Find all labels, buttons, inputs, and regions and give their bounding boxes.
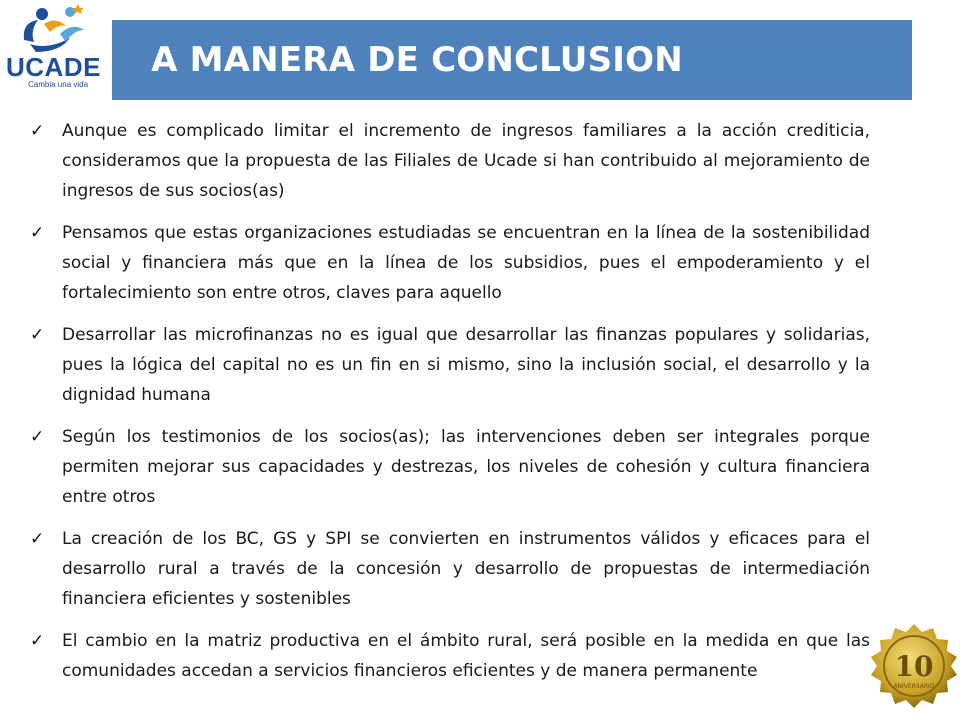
list-item-text: Pensamos que estas organizaciones estudiadas se encuentran en la línea de la sostenibilidad social y financiera más que en la línea de los subsidios, pues el empoderamiento y el fortalecimiento son entre otros, claves para aquello bbox=[62, 223, 870, 303]
title-banner bbox=[112, 20, 912, 100]
anniversary-seal-icon bbox=[866, 622, 960, 718]
list-item bbox=[30, 116, 870, 206]
checkmark-icon: ✓ bbox=[30, 427, 45, 447]
logo-wordmark: UCADE bbox=[6, 52, 101, 82]
list-item-text: El cambio en la matriz productiva en el ámbito rural, será posible en la medida en que las comunidades accedan a servicios financieros eficientes y de manera permanente bbox=[62, 631, 870, 681]
checkmark-icon: ✓ bbox=[30, 631, 45, 651]
checkmark-icon: ✓ bbox=[30, 121, 45, 141]
list-item bbox=[30, 626, 870, 686]
checkmark-icon: ✓ bbox=[30, 529, 45, 549]
checkmark-icon: ✓ bbox=[30, 325, 45, 345]
checkmark-icon: ✓ bbox=[30, 223, 45, 243]
list-item bbox=[30, 422, 870, 512]
ucade-logo bbox=[0, 0, 116, 96]
list-item-text: Aunque es complicado limitar el incremento de ingresos familiares a la acción crediticia, consideramos que la propuesta de las Filiales de Ucade si han contribuido al mejoramiento de ingresos de sus socios(as) bbox=[62, 121, 870, 201]
list-item bbox=[30, 320, 870, 410]
anniversary-seal bbox=[866, 622, 960, 718]
list-item bbox=[30, 218, 870, 308]
list-item-text: Desarrollar las microfinanzas no es igual que desarrollar las finanzas populares y solidarias, pues la lógica del capital no es un fin en si mismo, sino la inclusión social, el desarrollo y la dignidad humana bbox=[62, 325, 870, 405]
ucade-emblem-icon bbox=[0, 0, 116, 60]
list-item bbox=[30, 524, 870, 614]
seal-number: 10 bbox=[894, 650, 934, 683]
seal-label: ANIVERSARIO bbox=[893, 683, 935, 690]
conclusion-list bbox=[30, 116, 870, 698]
logo-tagline: Cambia una vida bbox=[28, 80, 89, 89]
list-item-text: La creación de los BC, GS y SPI se convierten en instrumentos válidos y eficaces para el desarrollo rural a través de la concesión y desarrollo de propuestas de intermediación financiera eficientes y sostenibles bbox=[62, 529, 870, 609]
list-item-text: Según los testimonios de los socios(as); las intervenciones deben ser integrales porque permiten mejorar sus capacidades y destrezas, los niveles de cohesión y cultura financiera entre otros bbox=[62, 427, 870, 507]
slide-title: A MANERA DE CONCLUSION bbox=[151, 40, 683, 80]
